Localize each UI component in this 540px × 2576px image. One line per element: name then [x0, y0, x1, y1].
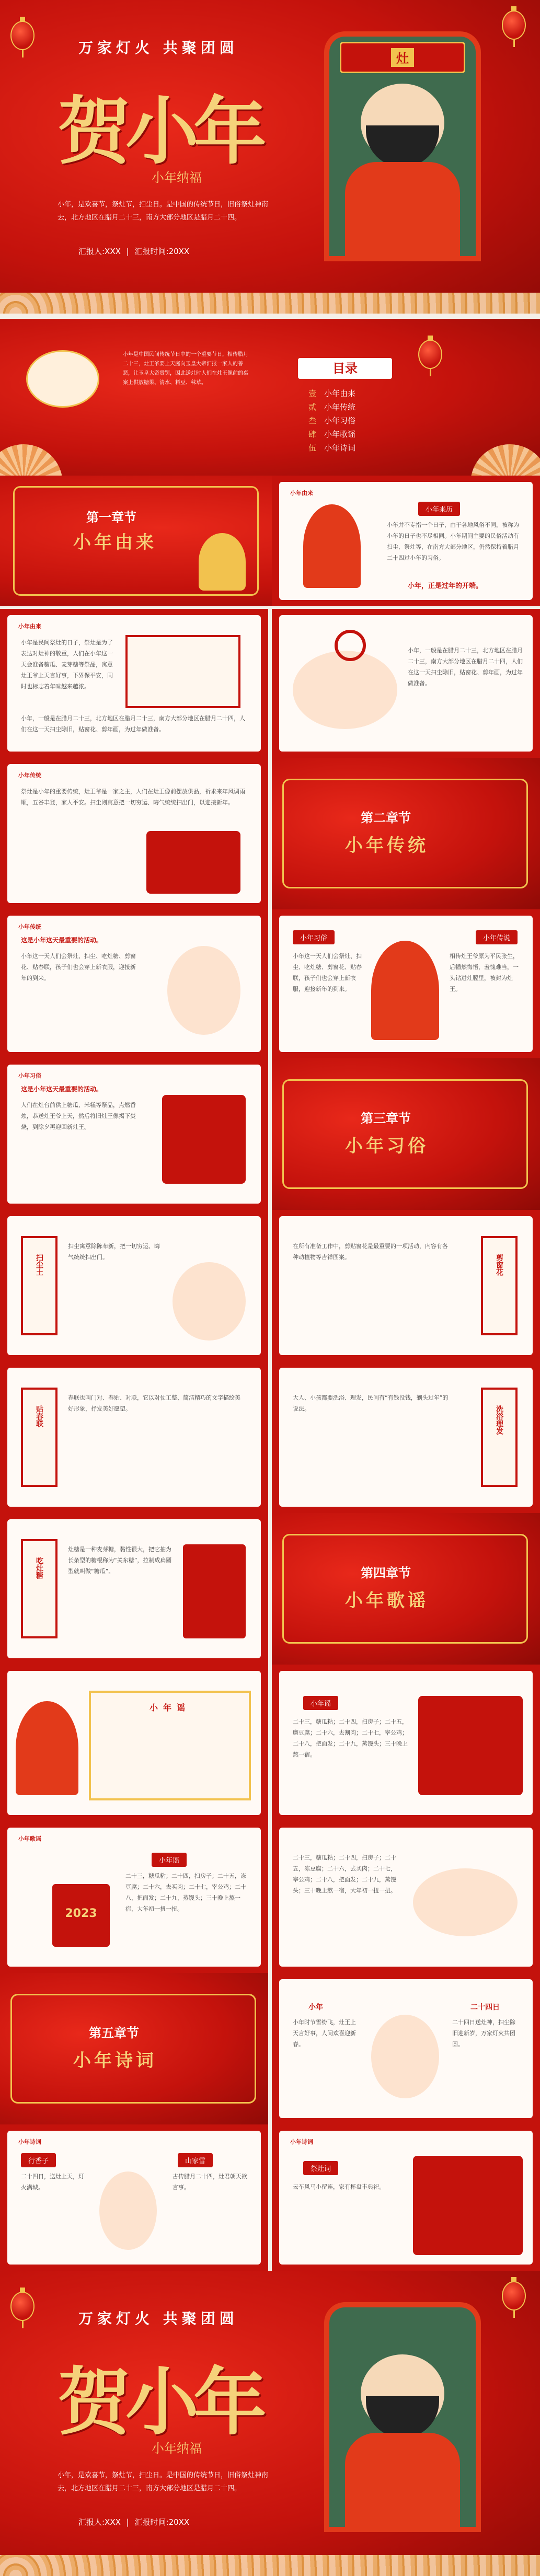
s9-song: 二十三，糖瓜粘；二十四，扫房子；二十五，磨豆腐；二十六，去割肉；二十七，宰公鸡；二十八，把面发；二十九，蒸馒头；三十晚上熬一宿。	[293, 1718, 408, 1758]
s9-slide	[0, 1665, 268, 1821]
chapter-title: 小年诗词	[73, 2050, 157, 2071]
calendar-illustration	[52, 1884, 110, 1947]
s10-song: 二十三，糖瓜粘；二十四，扫房子；二十五，冻豆腐；二十六，去买肉；二十七，宰公鸡；二十八，把面发；二十九，蒸馒头；三十晚上熬一宿，大年初一扭一扭。	[125, 1873, 246, 1912]
s3-text: 祭灶是小年的重要传统，灶王爷是一家之主，人们在灶王像前摆放供品，祈求来年风调雨顺，五谷丰登，家人平安。扫尘则寓意把一切穷运、晦气统统扫出门，以迎接新年。	[21, 788, 245, 806]
toc-item[interactable]	[308, 441, 355, 455]
toc-num: 贰	[308, 402, 317, 412]
chapter-number: 第一章节	[86, 510, 136, 525]
song-title: 小年谣	[149, 1703, 190, 1713]
door-illustration	[183, 1544, 246, 1638]
box-title: 祭灶词	[303, 2161, 338, 2175]
lantern-icon	[502, 10, 526, 40]
chapter-number: 第二章节	[361, 811, 411, 825]
scroll-frame	[21, 1388, 58, 1487]
s2-text-left: 小年是民间祭灶的日子，祭灶是为了表达对灶神的敬重，人们在小年这一天会准备糖瓜、麦芽糖等祭品，寓意灶王爷上天言好事，下界保平安，同时也标志着年味越来越浓。	[21, 639, 113, 690]
slide-header: 小年由来	[290, 490, 313, 496]
window-illustration	[125, 635, 240, 708]
date-label: 汇报时间:20XX	[134, 247, 190, 256]
chapter5-slide	[0, 1973, 268, 2124]
s5-sub: 这是小年这天最重要的活动。	[21, 1085, 103, 1093]
dumpling-illustration	[413, 1868, 518, 1936]
s12-text-right: 云车风马小留连，家有杯盘丰典祀。	[293, 2184, 385, 2190]
scroll-label: 扫尘土	[35, 1254, 43, 1276]
s11-slide	[272, 1973, 540, 2124]
toc-num: 叁	[308, 416, 317, 425]
scroll-frame	[481, 1236, 518, 1335]
end-reporter: 汇报人:XXX | 汇报时间:20XX	[78, 2517, 190, 2527]
scroll-label: 贴春联	[35, 1405, 43, 1427]
end-description: 小年，是欢喜节，祭灶节，扫尘日。是中国的传统节日，旧俗祭灶神南去，北方地区在腊月二十三，南方大部分地区是腊月二十四。	[58, 2471, 269, 2492]
s5-text: 人们在灶台前供上糖瓜、米糕等祭品，点燃香烛，恭送灶王爷上天，然后将旧灶王像揭下焚烧，到除夕再迎回新灶王。	[21, 1102, 136, 1130]
s1-slide	[272, 476, 540, 606]
s2-slide	[0, 609, 268, 758]
s3-slide	[0, 758, 268, 909]
chapter-title: 小年由来	[73, 532, 157, 553]
s2-text-right: 小年，一般是在腊月二十三，北方地区在腊月二十三，南方大部分地区在腊月二十四，人们在这一天扫尘除旧，贴窗花、剪年画，为过年做准备。	[21, 715, 245, 733]
poem-left: 小年时节雪纷飞，灶王上天言好事，人间欢喜迎新春。	[293, 2019, 356, 2048]
s6-slide	[0, 1210, 268, 1361]
s6-text-right: 在所有准备工作中，剪贴窗花是最重要的一项活动，内容有各种动植物等吉祥图案。	[293, 1243, 448, 1261]
toc-num: 伍	[308, 443, 317, 453]
s6b-slide	[272, 1210, 540, 1361]
girl-illustration	[99, 2171, 157, 2250]
kitchen-god-illustration	[324, 2302, 481, 2532]
s12b-slide	[272, 2124, 540, 2271]
character-illustration	[199, 533, 246, 591]
scroll-frame	[21, 1236, 58, 1335]
scroll-label: 剪窗花	[495, 1254, 503, 1276]
cover-slide	[0, 0, 540, 314]
box-title: 小年传说	[476, 930, 518, 944]
rabbit-illustration	[167, 946, 240, 1035]
chapter-number: 第四章节	[361, 1566, 411, 1580]
lantern-icon	[10, 21, 35, 50]
toc-label: 小年由来	[324, 389, 356, 398]
lantern-icon	[502, 2281, 526, 2311]
reporter-label: 汇报人:XXX	[78, 2517, 121, 2527]
calendar-year: 2023	[65, 1907, 97, 1920]
lantern-icon	[10, 2292, 35, 2321]
slide-header: 小年习俗	[18, 1072, 41, 1079]
slide-header: 小年诗词	[18, 2139, 41, 2145]
cover-tagline: 万家灯火 共聚团圆	[78, 39, 238, 56]
song-frame	[89, 1691, 251, 1800]
s2b-slide	[272, 609, 540, 758]
paper-cut-icon	[335, 630, 366, 661]
chapter-number: 第五章节	[89, 2026, 139, 2040]
slide-header: 小年歌谣	[18, 1835, 41, 1842]
reporter-label: 汇报人:XXX	[78, 247, 121, 256]
cover-description: 小年，是欢喜节，祭灶节，扫尘日。是中国的传统节日，旧俗祭灶神南去，北方地区在腊月二十三，南方大部分地区是腊月二十四。	[58, 201, 269, 222]
slide-header: 小年传统	[18, 923, 41, 930]
poem-right-title: 二十四日	[470, 2003, 500, 2012]
fan-decoration	[0, 444, 63, 476]
cloud-band	[0, 293, 540, 314]
sweeping-illustration	[173, 1262, 246, 1341]
s2-text-right-block: 小年，一般是在腊月二十三，北方地区在腊月二十三，南方大部分地区在腊月二十四，人们在这一天扫尘除旧，贴窗花、剪年画，为过年做准备。	[408, 647, 523, 687]
date-label: 汇报时间:20XX	[134, 2517, 190, 2527]
s12-text-left: 二十四日，送灶上天，灯火满城。	[21, 2173, 84, 2191]
scroll-frame	[21, 1539, 58, 1638]
chapter2-slide	[272, 758, 540, 909]
end-title: 贺小年	[58, 2360, 262, 2445]
slide-header: 小年诗词	[290, 2139, 313, 2145]
toc-intro: 小年是中国民间传统节日中的一个重要节日，相传腊月二十三，灶王爷要上天庭向玉皇大帝汇报一家人的善恶，让玉皇大帝赏罚，因此送灶时人们在灶王像前的桌案上供放糖果、清水、料豆、秣草。	[123, 352, 248, 386]
toc-item[interactable]	[308, 400, 355, 414]
lantern-icon	[418, 340, 442, 369]
house-illustration	[146, 831, 240, 894]
s12-text-mid: 古传腊月二十四，灶君朝天欲言事。	[173, 2173, 247, 2191]
box-title: 小年习俗	[293, 930, 335, 944]
toc-num: 肆	[308, 430, 317, 439]
poem-right: 二十四日送灶神，扫尘除旧迎新岁，万家灯火共团圆。	[452, 2019, 515, 2048]
altar-family-illustration	[413, 2156, 523, 2255]
dragon-dancer-illustration	[371, 941, 439, 1040]
toc-num: 壹	[308, 389, 317, 398]
box-title: 小年来历	[418, 502, 460, 516]
s12-slide	[0, 2124, 268, 2271]
family-scene-illustration	[293, 651, 397, 729]
scroll-label: 吃灶糖	[35, 1557, 43, 1579]
altar-illustration	[162, 1095, 246, 1184]
toc-label: 小年诗词	[324, 443, 356, 453]
fan-decoration	[470, 444, 540, 476]
chapter-number: 第三章节	[361, 1111, 411, 1126]
end-slide	[0, 2271, 540, 2576]
toc-title-text: 目录	[332, 361, 358, 376]
children-illustration	[371, 2015, 439, 2098]
s10-song-b: 二十三，糖瓜粘；二十四，扫房子；二十五，冻豆腐；二十六，去买肉；二十七，宰公鸡；二十八，把面发；二十九，蒸馒头；三十晚上熬一宿，大年初一扭一扭。	[293, 1854, 396, 1894]
end-subtitle: 小年纳福	[152, 2441, 202, 2456]
chapter3-slide	[272, 1058, 540, 1210]
s4-text-right: 相传灶王爷原为平民张生，后幡然悔悟，羞愧难当，一头钻进灶膛里，被封为灶王。	[450, 953, 519, 992]
box-title: 行香子	[21, 2153, 56, 2167]
toc-label: 小年歌谣	[324, 430, 356, 439]
toc-item[interactable]	[308, 428, 355, 441]
scroll-frame	[481, 1388, 518, 1487]
family-illustration	[26, 350, 99, 408]
toc-slide	[0, 319, 540, 476]
end-tagline: 万家灯火 共聚团圆	[78, 2310, 238, 2327]
toc-item[interactable]	[308, 387, 355, 400]
seal-text: 灶	[391, 48, 414, 67]
slide-header: 小年传统	[18, 772, 41, 779]
chapter-title: 小年歌谣	[345, 1590, 429, 1611]
pill-label: 小年谣	[152, 1853, 187, 1867]
s7-text-left: 春联也叫门对、春贴、对联，它以对仗工整、简洁精巧的文字描绘美好形象，抒发美好愿望。	[68, 1394, 240, 1412]
s4b-slide	[272, 909, 540, 1058]
cover-reporter: 汇报人:XXX | 汇报时间:20XX	[78, 247, 190, 256]
temple-illustration	[418, 1696, 523, 1795]
s4-text-left-b: 小年这一天人们会祭灶、扫尘、吃灶糖、剪窗花、贴春联，孩子们也会穿上新衣服，迎接新年的到来。	[293, 953, 362, 992]
s4-text-left: 小年这一天人们会祭灶、扫尘、吃灶糖、剪窗花、贴春联，孩子们也会穿上新衣服，迎接新年的到来。	[21, 953, 136, 981]
poem-left-title: 小年	[308, 2003, 323, 2012]
s8-text: 灶糖是一种麦芽糖，黏性很大，把它抽为长条型的糖棍称为“关东糖”，拉制成扁圆型就叫做“糖瓜”。	[68, 1546, 172, 1575]
s7-text-right: 大人、小孩都要洗浴、理发，民间有“有钱没钱，剃头过年”的说法。	[293, 1394, 449, 1412]
s10b-slide	[272, 1821, 540, 1973]
pill-label: 小年谣	[303, 1696, 338, 1710]
toc-list	[308, 387, 355, 455]
s7b-slide	[272, 1361, 540, 1513]
s10-slide	[0, 1821, 268, 1973]
dancer-illustration	[303, 504, 361, 588]
s1-text: 小年并不专指一个日子，由于各地风俗不同，被称为小年的日子也不尽相同。小年期间主要的民俗活动有扫尘、祭灶等，在南方大部分地区，仍然保持着腊月二十四过小年的习俗。	[387, 522, 519, 561]
chapter-title: 小年习俗	[345, 1136, 429, 1157]
toc-title	[298, 358, 392, 379]
s1-quote: 小年，正是过年的开端。	[408, 582, 483, 590]
toc-label: 小年习俗	[324, 416, 356, 425]
s4-slide	[0, 909, 268, 1058]
s6-text-left: 扫尘寓意除陈布新，把一切穷运、晦气统统扫出门。	[68, 1243, 160, 1261]
chapter-title: 小年传统	[345, 835, 429, 856]
kitchen-god-illustration	[324, 31, 481, 261]
cloud-band	[0, 2555, 540, 2576]
box-title: 山家雪	[178, 2153, 213, 2167]
s9b-slide	[272, 1665, 540, 1821]
slide-header: 小年由来	[18, 623, 41, 630]
toc-label: 小年传统	[324, 402, 356, 412]
cover-title: 贺小年	[58, 89, 262, 175]
scroll-label: 洗浴理发	[495, 1405, 503, 1435]
chapter4-slide	[272, 1513, 540, 1665]
s5-slide	[0, 1058, 268, 1210]
s4-sub: 这是小年这天最重要的活动。	[21, 937, 103, 944]
kitchen-god-small-illustration	[16, 1701, 78, 1795]
s8-slide	[0, 1513, 268, 1665]
toc-item[interactable]	[308, 414, 355, 428]
cover-subtitle: 小年纳福	[152, 170, 202, 185]
s7-slide	[0, 1361, 268, 1513]
